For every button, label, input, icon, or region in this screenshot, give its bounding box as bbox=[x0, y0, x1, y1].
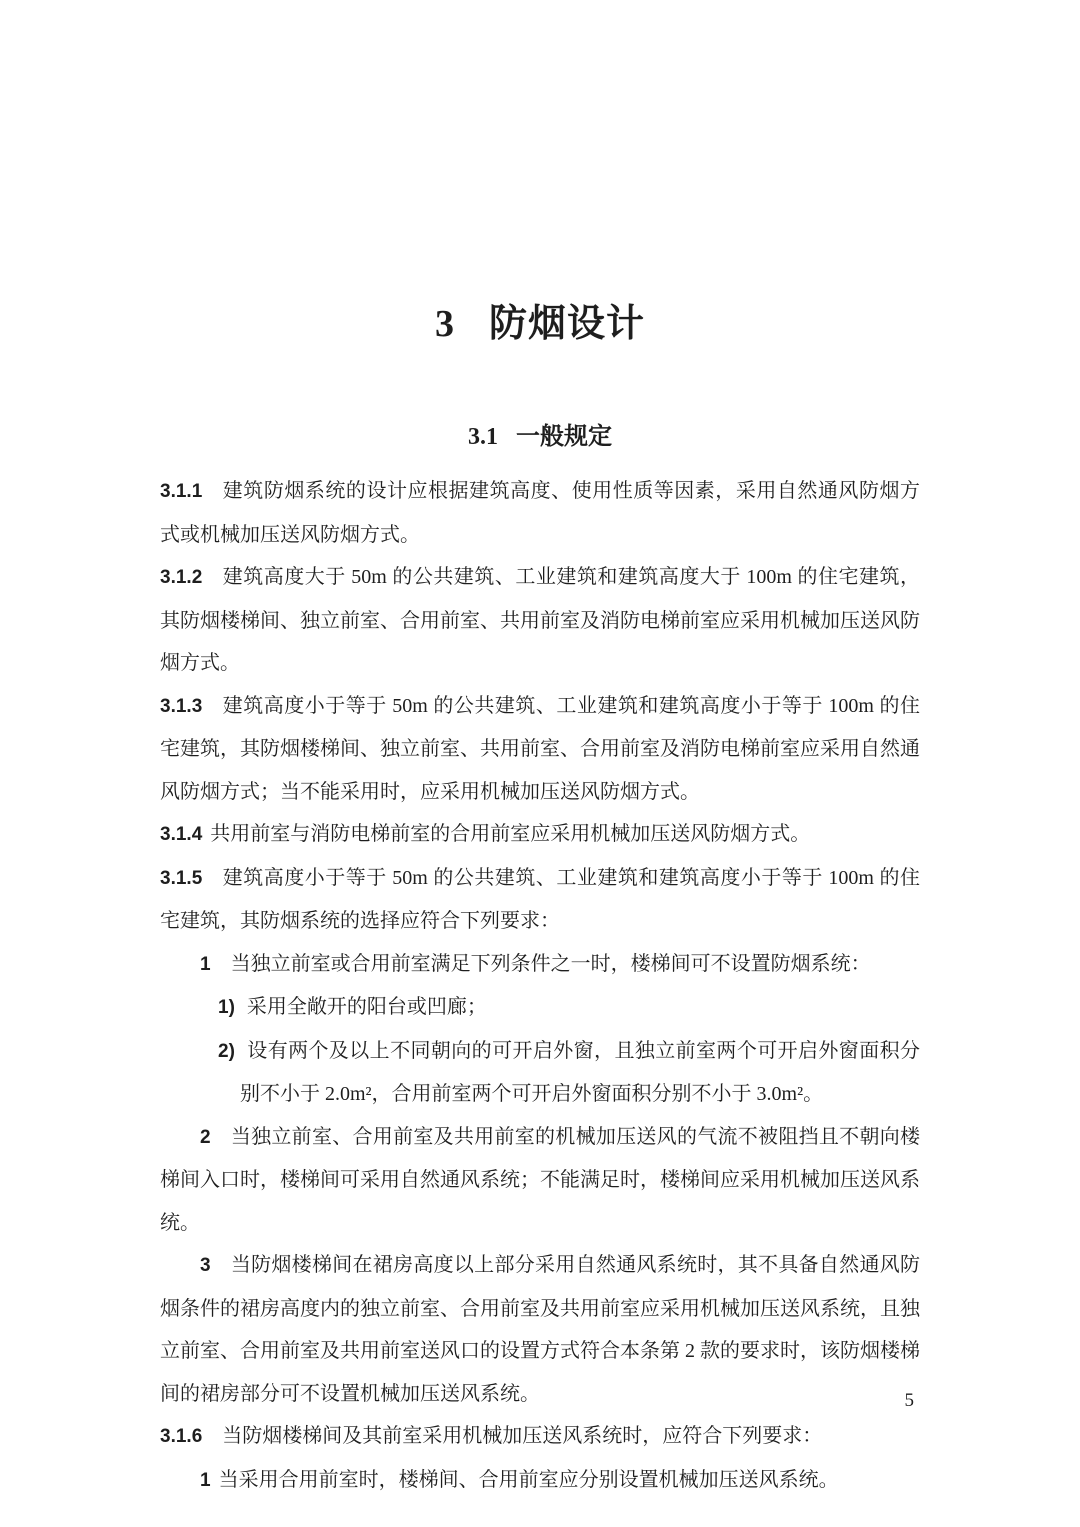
clause-paragraph bbox=[160, 813, 920, 857]
page-number: 5 bbox=[904, 1390, 914, 1411]
chapter-number: 3 bbox=[434, 303, 455, 345]
item-marker: 2) bbox=[218, 1040, 235, 1062]
section-number: 3.1 bbox=[468, 424, 498, 450]
paragraph-text: 当防烟楼梯间及其前室采用机械加压送风系统时，应符合下列要求： bbox=[222, 1425, 823, 1447]
paragraph-text: 共用前室与消防电梯前室的合用前室应采用机械加压送风防烟方式。 bbox=[210, 823, 811, 845]
clause-number: 3.1.4 bbox=[160, 824, 203, 845]
paragraph-text: 当独立前室、合用前室及共用前室的机械加压送风的气流不被阻挡且不朝向楼梯间入口时，楼梯间可采用自然通风系统；不能满足时，楼梯间应采用机械加压送风系统。 bbox=[160, 1125, 920, 1234]
paragraph-text: 建筑高度小于等于 50m 的公共建筑、工业建筑和建筑高度小于等于 100m 的住宅建筑，其防烟系统的选择应符合下列要求： bbox=[160, 866, 920, 932]
section-title bbox=[160, 422, 920, 452]
clause-paragraph bbox=[160, 857, 920, 943]
list-item bbox=[160, 943, 920, 987]
clause-paragraph bbox=[160, 685, 920, 814]
chapter-title bbox=[160, 300, 920, 348]
clause-paragraph bbox=[160, 470, 920, 556]
clause-number: 3.1.2 bbox=[160, 567, 203, 588]
sub-list-item bbox=[160, 986, 920, 1030]
list-item bbox=[160, 1116, 920, 1245]
item-marker: 1 bbox=[200, 953, 211, 975]
item-marker: 2 bbox=[200, 1126, 211, 1148]
list-item bbox=[160, 1244, 920, 1415]
item-marker: 1) bbox=[218, 997, 235, 1018]
paragraph-text: 当独立前室或合用前室满足下列条件之一时，楼梯间可不设置防烟系统： bbox=[230, 952, 871, 975]
paragraph-text: 当防烟楼梯间在裙房高度以上部分采用自然通风系统时，其不具备自然通风防烟条件的裙房高度内的独立前室、合用前室及共用前室应采用机械加压送风系统，且独立前室、合用前室及共用前室送风口的设置方式符合本条第 2 款的要求时，该防烟楼梯间的裙房部分可不设置机械加压送风系统。 bbox=[160, 1254, 920, 1405]
clause-number: 3.1.1 bbox=[160, 481, 203, 502]
paragraph-text: 采用全敞开的阳台或凹廊； bbox=[246, 996, 487, 1018]
document-body bbox=[160, 470, 920, 1502]
paragraph-text: 设有两个及以上不同朝向的可开启外窗，且独立前室两个可开启外窗面积分别不小于 2.0m²，合用前室两个可开启外窗面积分别不小于 3.0m²。 bbox=[240, 1039, 920, 1105]
clause-paragraph bbox=[160, 556, 920, 685]
sub-list-item bbox=[160, 1030, 920, 1116]
paragraph-text: 建筑高度大于 50m 的公共建筑、工业建筑和建筑高度大于 100m 的住宅建筑，其防烟楼梯间、独立前室、合用前室、共用前室及消防电梯前室应采用机械加压送风防烟方式。 bbox=[160, 566, 920, 674]
paragraph-text: 当采用合用前室时，楼梯间、合用前室应分别设置机械加压送风系统。 bbox=[218, 1468, 839, 1491]
clause-paragraph bbox=[160, 1415, 920, 1459]
clause-number: 3.1.6 bbox=[160, 1426, 203, 1447]
item-marker: 1 bbox=[200, 1469, 211, 1491]
page-content bbox=[0, 300, 1080, 1502]
paragraph-text: 建筑防烟系统的设计应根据建筑高度、使用性质等因素，采用自然通风防烟方式或机械加压送风防烟方式。 bbox=[160, 480, 920, 546]
list-item bbox=[160, 1459, 920, 1503]
section-title-text: 一般规定 bbox=[516, 424, 612, 450]
clause-number: 3.1.5 bbox=[160, 867, 203, 889]
clause-number: 3.1.3 bbox=[160, 695, 203, 717]
paragraph-text: 建筑高度小于等于 50m 的公共建筑、工业建筑和建筑高度小于等于 100m 的住宅建筑，其防烟楼梯间、独立前室、共用前室、合用前室及消防电梯前室应采用自然通风防烟方式；当不能采用时，应采用机械加压送风防烟方式。 bbox=[160, 694, 920, 803]
item-marker: 3 bbox=[200, 1255, 211, 1276]
chapter-title-text: 防烟设计 bbox=[488, 303, 645, 345]
